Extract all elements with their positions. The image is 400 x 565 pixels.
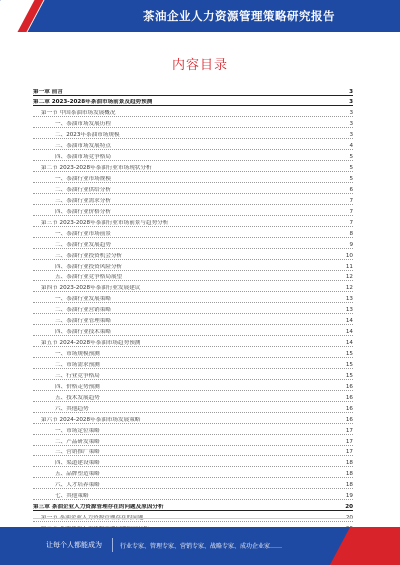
toc-entry-title: 七、其他策略 bbox=[55, 493, 89, 500]
toc-entry[interactable] bbox=[33, 479, 353, 490]
toc-entry[interactable] bbox=[33, 337, 353, 348]
toc-entry-title: 二、茶油行业发展趋势 bbox=[55, 241, 111, 248]
toc-entry[interactable] bbox=[33, 173, 353, 184]
page-rule bbox=[33, 518, 353, 519]
toc-entry[interactable] bbox=[33, 348, 353, 359]
toc-entry[interactable] bbox=[33, 216, 353, 227]
toc-entry-page: 3 bbox=[349, 99, 353, 106]
toc-entry-title: 二、茶油行业营销策略 bbox=[55, 307, 111, 314]
toc-entry-title: 六、人才培养策略 bbox=[55, 482, 100, 489]
toc-entry-page: 18 bbox=[345, 471, 353, 478]
toc-entry-title: 四、茶油市场竞争格局 bbox=[55, 154, 111, 161]
toc-entry-page: 3 bbox=[349, 132, 353, 139]
toc-entry-title: 四、渠道建设策略 bbox=[55, 460, 100, 467]
toc-entry-page: 4 bbox=[349, 143, 353, 150]
toc-entry-title: 第一节 茶油企业人力资源管理存在的问题 bbox=[41, 515, 144, 522]
toc-entry[interactable] bbox=[33, 260, 353, 271]
table-of-contents bbox=[33, 85, 353, 533]
toc-entry-title: 第二章 2023-2028年茶油市场前景及趋势预测 bbox=[33, 99, 153, 106]
toc-entry-page: 7 bbox=[349, 208, 353, 215]
toc-entry-title: 第六节 2024-2028年茶油市场发展策略 bbox=[41, 416, 141, 423]
toc-entry[interactable] bbox=[33, 315, 353, 326]
toc-entry-title: 一、茶油行业市场前景 bbox=[55, 230, 111, 237]
toc-entry-title: 一、茶油市场发展历程 bbox=[55, 121, 111, 128]
toc-entry[interactable] bbox=[33, 424, 353, 435]
footer-red-accent bbox=[330, 527, 400, 565]
toc-entry-title: 三、茶油市场发展特点 bbox=[55, 143, 111, 150]
toc-entry-page: 3 bbox=[349, 88, 353, 95]
toc-entry-title: 二、市场需求预测 bbox=[55, 361, 100, 368]
toc-entry[interactable] bbox=[33, 326, 353, 337]
toc-entry[interactable] bbox=[33, 118, 353, 129]
toc-entry-title: 一、市场定位策略 bbox=[55, 427, 100, 434]
toc-entry-page: 3 bbox=[349, 121, 353, 128]
toc-entry-title: 第三章 茶油企业人力资源管理存在的问题及原因分析 bbox=[33, 504, 164, 511]
toc-entry[interactable] bbox=[33, 457, 353, 468]
toc-entry[interactable] bbox=[33, 151, 353, 162]
toc-entry-title: 五、茶油行业竞争格局展望 bbox=[55, 274, 123, 281]
toc-entry[interactable] bbox=[33, 194, 353, 205]
toc-entry-page: 16 bbox=[345, 405, 353, 412]
toc-entry-page: 15 bbox=[345, 372, 353, 379]
toc-entry-title: 第五节 2024-2028年茶油市场趋势预测 bbox=[41, 340, 141, 347]
footer-mission-text: 让每个人都能成为 bbox=[46, 541, 102, 549]
toc-entry-page: 9 bbox=[349, 241, 353, 248]
toc-entry-title: 三、茶油行业需求分析 bbox=[55, 197, 111, 204]
toc-entry[interactable] bbox=[33, 205, 353, 216]
toc-entry-page: 8 bbox=[349, 230, 353, 237]
toc-entry-page: 15 bbox=[345, 351, 353, 358]
toc-heading: 内容目录 bbox=[171, 58, 228, 73]
toc-entry[interactable] bbox=[33, 402, 353, 413]
toc-entry[interactable] bbox=[33, 468, 353, 479]
toc-entry-title: 三、茶油行业管理策略 bbox=[55, 318, 111, 325]
toc-entry-title: 二、产品研发策略 bbox=[55, 438, 100, 445]
toc-entry[interactable] bbox=[33, 282, 353, 293]
toc-entry-title: 四、茶油行业价格分析 bbox=[55, 208, 111, 215]
toc-entry-page: 12 bbox=[345, 285, 353, 292]
toc-entry[interactable] bbox=[33, 512, 353, 523]
toc-entry-title: 二、2023年茶油市场规模 bbox=[55, 132, 120, 139]
toc-entry-page: 12 bbox=[345, 274, 353, 281]
toc-entry[interactable] bbox=[33, 413, 353, 424]
toc-entry-page: 17 bbox=[345, 449, 353, 456]
toc-entry-page: 17 bbox=[345, 438, 353, 445]
toc-entry-page: 14 bbox=[345, 329, 353, 336]
footer-divider bbox=[112, 538, 113, 552]
toc-entry-page: 17 bbox=[345, 427, 353, 434]
toc-entry[interactable] bbox=[33, 271, 353, 282]
toc-entry[interactable] bbox=[33, 227, 353, 238]
toc-entry-title: 六、其他趋势 bbox=[55, 405, 89, 412]
toc-entry[interactable] bbox=[33, 369, 353, 380]
toc-entry-page: 5 bbox=[349, 154, 353, 161]
toc-entry-page: 11 bbox=[345, 263, 353, 270]
footer-roles-text: 行业专家、管理专家、营销专家、战略专家、成功企业家…… bbox=[120, 543, 283, 550]
toc-entry-title: 第三节 2023-2028年茶油行业市场前景与趋势分析 bbox=[41, 219, 169, 226]
toc-entry-page: 16 bbox=[345, 383, 353, 390]
toc-entry-page: 13 bbox=[345, 296, 353, 303]
toc-entry-page: 20 bbox=[345, 504, 353, 511]
report-title: 茶油企业人力资源管理策略研究报告 bbox=[143, 9, 335, 23]
toc-entry-title: 四、茶油行业投资风险分析 bbox=[55, 263, 123, 270]
toc-entry[interactable] bbox=[33, 391, 353, 402]
toc-entry-page: 18 bbox=[345, 482, 353, 489]
toc-entry-page: 16 bbox=[345, 416, 353, 423]
toc-entry-title: 第二节 2023-2028年茶油行业市场现状分析 bbox=[41, 165, 152, 172]
toc-entry[interactable] bbox=[33, 435, 353, 446]
toc-entry-title: 三、茶油行业投资机会分析 bbox=[55, 252, 123, 259]
toc-entry-page: 10 bbox=[345, 252, 353, 259]
toc-entry[interactable] bbox=[33, 107, 353, 118]
toc-entry-title: 三、行业竞争格局 bbox=[55, 372, 100, 379]
toc-entry[interactable] bbox=[33, 162, 353, 173]
toc-entry[interactable] bbox=[33, 446, 353, 457]
toc-entry[interactable] bbox=[33, 140, 353, 151]
toc-entry-page: 16 bbox=[345, 394, 353, 401]
toc-entry-title: 五、品牌塑造策略 bbox=[55, 471, 100, 478]
toc-entry-page: 18 bbox=[345, 460, 353, 467]
toc-entry-title: 一、市场规模预测 bbox=[55, 351, 100, 358]
toc-entry[interactable] bbox=[33, 293, 353, 304]
toc-entry-page: 14 bbox=[345, 318, 353, 325]
toc-entry-page: 5 bbox=[349, 165, 353, 172]
toc-entry[interactable] bbox=[33, 96, 353, 107]
toc-entry[interactable] bbox=[33, 249, 353, 260]
toc-entry-title: 第一节 中国茶油市场发展概况 bbox=[41, 110, 116, 117]
toc-entry[interactable] bbox=[33, 304, 353, 315]
header-banner bbox=[0, 0, 400, 32]
toc-entry-page: 20 bbox=[345, 515, 353, 522]
toc-entry-title: 一、茶油行业发展策略 bbox=[55, 296, 111, 303]
toc-entry[interactable] bbox=[33, 129, 353, 140]
toc-entry[interactable] bbox=[33, 501, 353, 512]
toc-entry-page: 6 bbox=[349, 186, 353, 193]
toc-entry-page: 19 bbox=[345, 493, 353, 500]
toc-entry-title: 三、营销推广策略 bbox=[55, 449, 100, 456]
toc-entry-title: 第一章 前言 bbox=[33, 88, 63, 95]
toc-entry[interactable] bbox=[33, 380, 353, 391]
toc-entry[interactable] bbox=[33, 358, 353, 369]
toc-entry[interactable] bbox=[33, 85, 353, 96]
toc-entry-title: 第四节 2023-2028年茶油行业发展建议 bbox=[41, 285, 141, 292]
toc-entry-page: 3 bbox=[349, 110, 353, 117]
toc-entry-title: 一、茶油行业市场规模 bbox=[55, 176, 111, 183]
toc-entry-page: 13 bbox=[345, 307, 353, 314]
toc-entry-title: 二、茶油行业供给分析 bbox=[55, 186, 111, 193]
toc-entry-page: 7 bbox=[349, 219, 353, 226]
toc-entry-page: 7 bbox=[349, 197, 353, 204]
toc-entry[interactable] bbox=[33, 490, 353, 501]
toc-entry-page: 5 bbox=[349, 176, 353, 183]
toc-entry-page: 15 bbox=[345, 361, 353, 368]
toc-entry-title: 四、价格走势预测 bbox=[55, 383, 100, 390]
toc-entry-title: 五、技术发展趋势 bbox=[55, 394, 100, 401]
toc-entry[interactable] bbox=[33, 183, 353, 194]
toc-entry-page: 14 bbox=[345, 340, 353, 347]
footer-banner bbox=[0, 527, 400, 565]
toc-entry-title: 四、茶油行业技术策略 bbox=[55, 329, 111, 336]
toc-entry[interactable] bbox=[33, 238, 353, 249]
